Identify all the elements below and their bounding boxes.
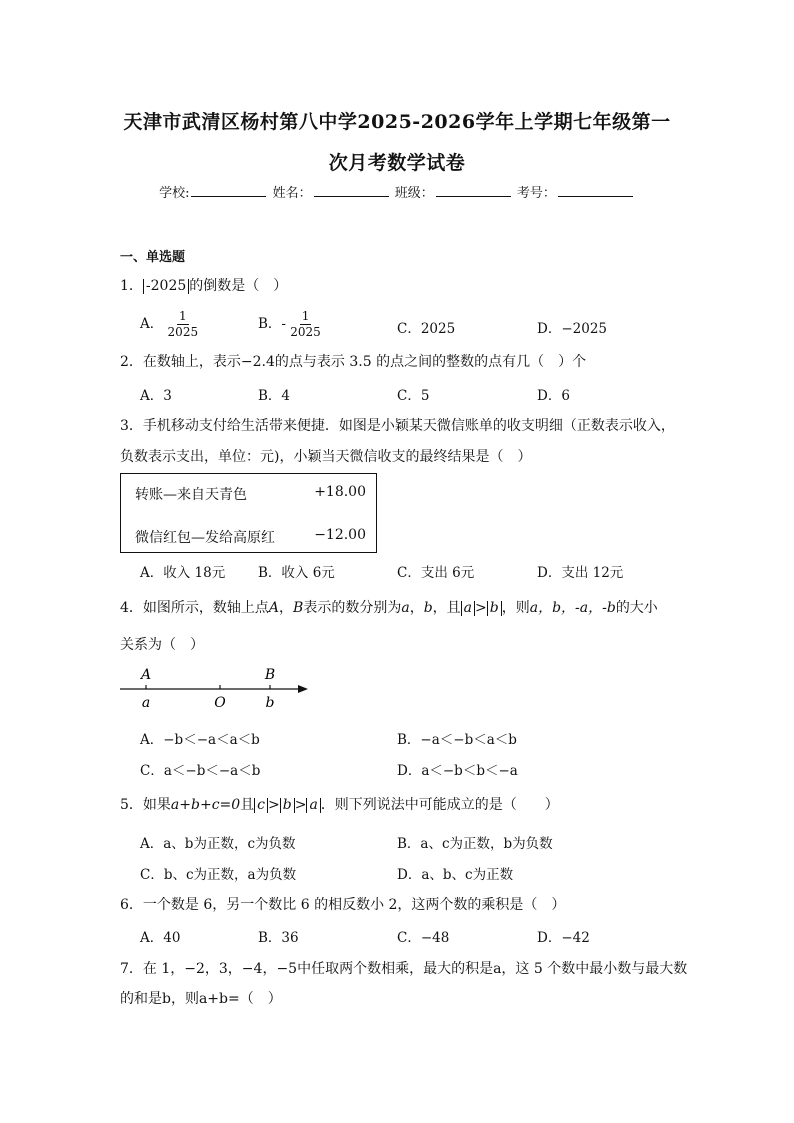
point-label-b: B: [264, 667, 276, 683]
question-3-option-a[interactable]: A．收入 18元: [140, 565, 226, 581]
arrow-head-icon: [298, 685, 308, 693]
gt-sign: >: [475, 600, 487, 616]
question-4-option-a[interactable]: A．−b＜−a＜a＜b: [140, 732, 260, 748]
question-1-option-c[interactable]: C．2025: [397, 321, 456, 337]
question-1-text: 的倒数是（ ）: [189, 278, 288, 294]
fraction-neg-1-over-2025: [290, 309, 321, 340]
bill-label: 微信红包—发给高原红: [135, 530, 275, 546]
question-4-option-b[interactable]: B．−a＜−b＜a＜b: [397, 732, 517, 748]
school-label: 学校:: [159, 186, 190, 201]
abs-a: a: [461, 601, 475, 616]
option-b-label: B．: [258, 316, 282, 332]
point-a-var: A: [268, 600, 280, 616]
question-5-option-c[interactable]: C．b、c为正数，a为负数: [140, 867, 297, 883]
question-4-stem-line1: [120, 597, 658, 617]
q5-equation: a+b+c=0: [170, 797, 241, 813]
question-6-option-a[interactable]: A．40: [140, 930, 181, 946]
abs-a: a: [306, 798, 320, 813]
gt-sign: >: [268, 797, 280, 813]
q4-text-mid: 表示的数分别为: [303, 600, 402, 616]
q4-sep: ，: [279, 600, 294, 616]
bill-label: 转账—来自天青色: [135, 487, 247, 503]
bill-amount: +18.00: [314, 484, 366, 500]
question-5-stem: [120, 794, 559, 814]
question-5-option-b[interactable]: B．a、c为正数，b为负数: [397, 836, 553, 852]
question-1-option-b[interactable]: [258, 309, 321, 340]
option-a-label: A．: [140, 316, 164, 332]
fraction-1-over-2025: [168, 309, 199, 340]
class-blank[interactable]: [436, 184, 511, 197]
question-2-stem: 2．在数轴上，表示−2.4的点与表示 3.5 的点之间的整数的点有几（ ）个: [120, 354, 587, 370]
question-2-option-d[interactable]: D．6: [537, 388, 570, 404]
question-4-stem-line2: 关系为（ ）: [120, 637, 204, 653]
question-2-option-a[interactable]: A．3: [140, 388, 172, 404]
q5-suffix: ．则下列说法中可能成立的是（ ）: [320, 797, 559, 813]
question-6-option-b[interactable]: B．36: [258, 930, 299, 946]
bill-row-transfer: [135, 484, 366, 504]
wechat-bill-box: [120, 473, 377, 553]
minus-sign: -: [281, 316, 286, 332]
abs-c: c: [254, 798, 268, 813]
bill-amount: −12.00: [314, 527, 366, 543]
question-6-stem: 6．一个数是 6，另一个数比 6 的相反数小 2，这两个数的乘积是（ ）: [120, 897, 566, 913]
question-2-option-c[interactable]: C．5: [397, 388, 430, 404]
abs-b: b: [487, 601, 502, 616]
question-6-option-d[interactable]: D．−42: [537, 930, 590, 946]
q4-then: ，则: [501, 600, 530, 616]
question-5-option-d[interactable]: D．a、b、c为正数: [397, 867, 514, 883]
var-b: b: [423, 600, 433, 616]
bill-row-red-packet: [135, 527, 366, 547]
question-3-option-d[interactable]: D．支出 12元: [537, 565, 624, 581]
q4-text: 4．如图所示，数轴上点: [120, 600, 269, 616]
question-3-option-c[interactable]: C．支出 6元: [397, 565, 475, 581]
question-7-stem-line2: 的和是b，则a+b=（ ）: [120, 991, 282, 1007]
denominator: 2025: [290, 325, 321, 339]
point-b-var: B: [293, 600, 304, 616]
abs-value-2025: -2025: [143, 279, 189, 294]
question-1-stem: [120, 275, 287, 295]
section-heading: 一、单选题: [120, 250, 186, 265]
class-label: 班级：: [394, 186, 434, 201]
question-1-option-d[interactable]: D．−2025: [537, 321, 607, 337]
question-6-option-c[interactable]: C．−48: [397, 930, 450, 946]
numerator: 1: [179, 309, 187, 323]
question-2-option-b[interactable]: B．4: [258, 388, 291, 404]
question-3-stem-line1: 3．手机移动支付给生活带来便捷．如图是小颖某天微信账单的收支明细（正数表示收入，: [120, 418, 675, 434]
question-3-stem-line2: 负数表示支出，单位：元)，小颖当天微信收支的最终结果是（ ）: [120, 449, 532, 465]
exam-title-line1: 天津市武清区杨村第八中学2025-2026学年上学期七年级第一: [123, 111, 671, 133]
question-1-option-a[interactable]: [140, 309, 198, 340]
q4-and: ，且: [432, 600, 461, 616]
question-3-option-b[interactable]: B．收入 6元: [258, 565, 335, 581]
question-1-number: 1．: [120, 278, 143, 294]
q4-sep: ，: [409, 600, 424, 616]
name-blank[interactable]: [314, 184, 389, 197]
question-7-stem-line1: 7．在 1，−2，3，−4，−5中任取两个数相乘，最大的积是a，这 5 个数中最小数与最大数: [120, 961, 688, 977]
question-4-option-d[interactable]: D．a＜−b＜b＜−a: [397, 763, 518, 779]
question-4-option-c[interactable]: C．a＜−b＜−a＜b: [140, 763, 261, 779]
exam-number-label: 考号：: [516, 186, 556, 201]
value-label-b: b: [265, 695, 275, 711]
exam-number-blank[interactable]: [558, 184, 633, 197]
abs-b: b: [280, 798, 295, 813]
q4-list: a，b，-a，-b: [529, 600, 616, 616]
numerator: 1: [301, 309, 310, 323]
denominator: 2025: [167, 325, 199, 339]
number-line-figure: [118, 664, 318, 714]
gt-sign: >: [294, 797, 307, 813]
var-a: a: [401, 600, 410, 616]
exam-title-line2: 次月考数学试卷: [328, 152, 466, 174]
q5-and: 且: [240, 797, 255, 813]
question-5-option-a[interactable]: A．a、b为正数，c为负数: [140, 836, 296, 852]
value-label-a: a: [141, 695, 151, 711]
student-info-line: [0, 182, 794, 201]
origin-label: O: [214, 695, 226, 711]
name-label: 姓名：: [272, 186, 312, 201]
q4-end: 的大小: [615, 600, 658, 616]
point-label-a: A: [140, 667, 152, 683]
school-blank[interactable]: [191, 184, 266, 197]
q5-prefix: 5．如果: [120, 797, 171, 813]
